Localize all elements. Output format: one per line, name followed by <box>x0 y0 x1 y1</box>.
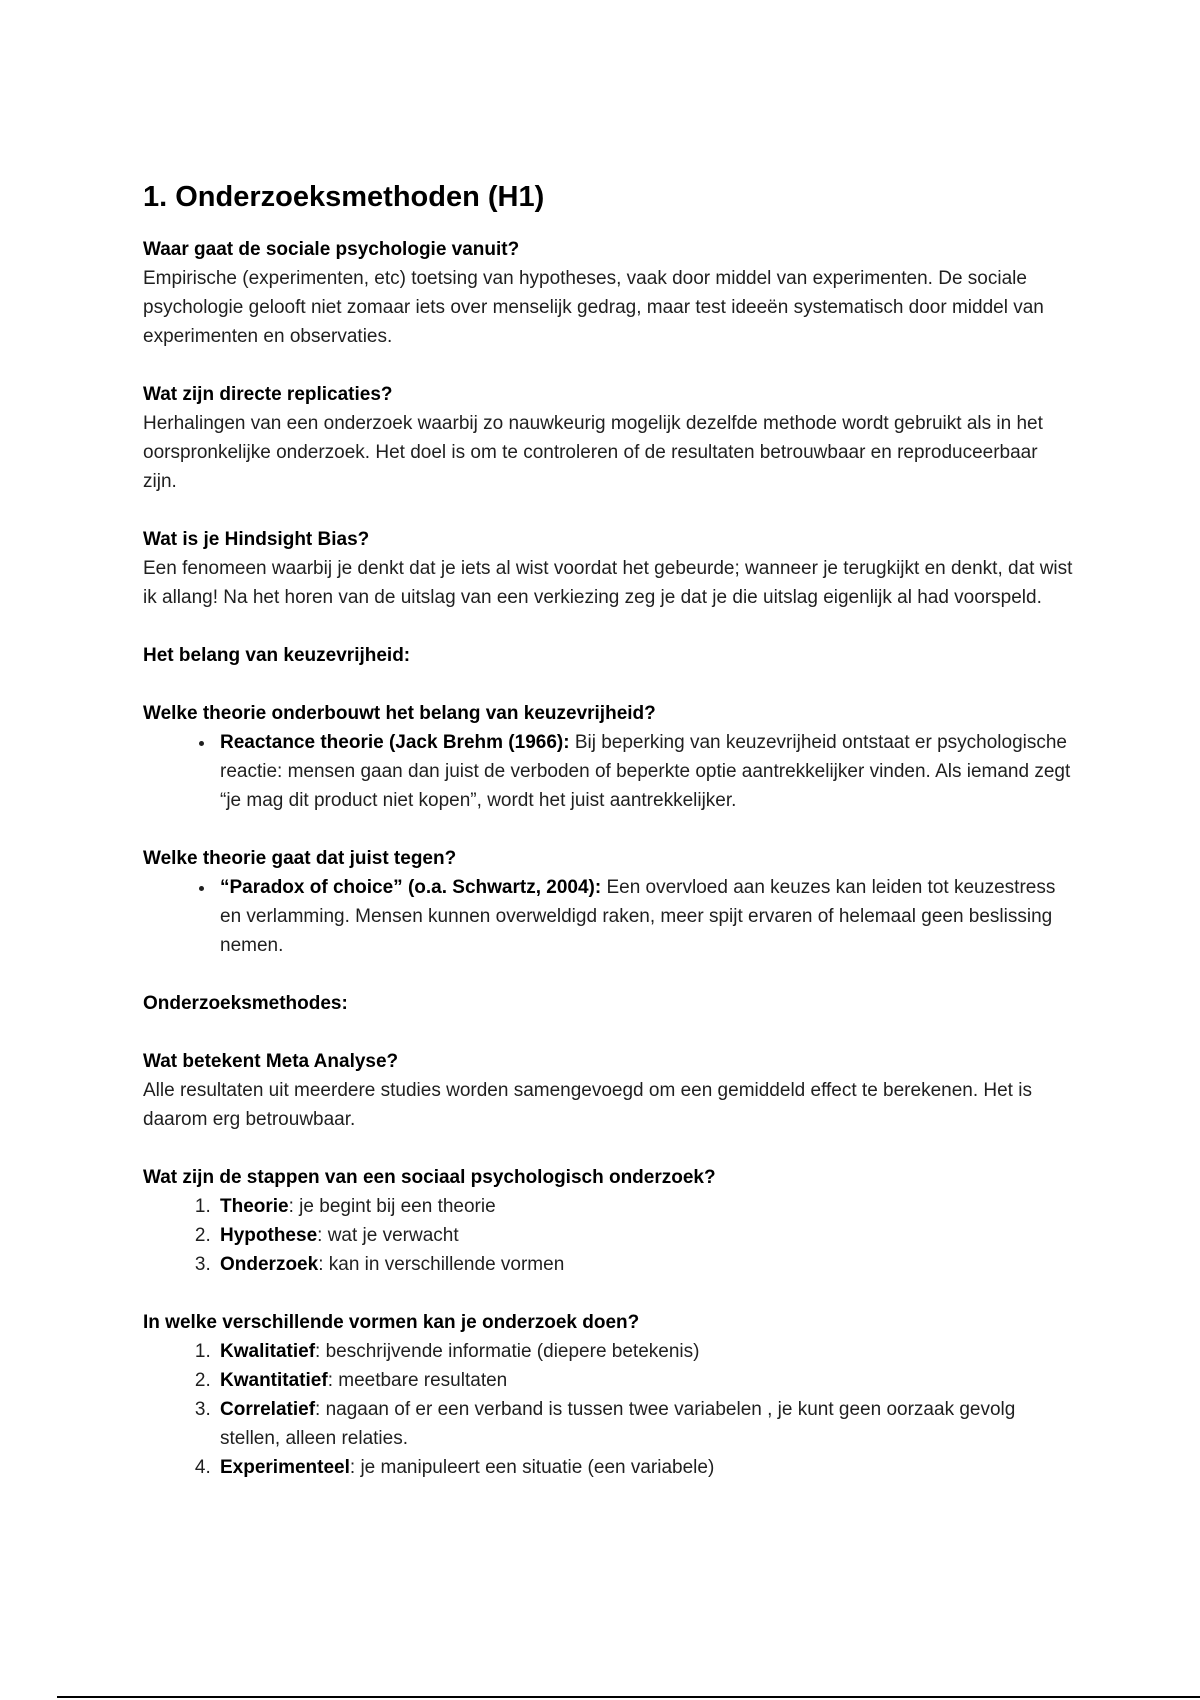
list-item <box>216 728 1073 815</box>
question-heading: Wat is je Hindsight Bias? <box>143 528 370 550</box>
list-item <box>216 1250 1073 1279</box>
page-bottom-divider <box>57 1696 1200 1698</box>
term: Hypothese <box>220 1224 318 1246</box>
question-heading: In welke verschillende vormen kan je onderzoek doen? <box>143 1311 640 1333</box>
term: Onderzoek <box>220 1253 319 1275</box>
list-item <box>216 1221 1073 1250</box>
list-item <box>216 1395 1073 1453</box>
question-heading: Wat betekent Meta Analyse? <box>143 1050 399 1072</box>
term: Correlatief <box>220 1398 316 1420</box>
bullet-list <box>143 873 1073 960</box>
section-replicaties <box>143 380 1073 496</box>
section-hindsight-bias <box>143 525 1073 612</box>
list-item <box>216 1366 1073 1395</box>
subheading: Onderzoeksmethodes: <box>143 992 348 1014</box>
page-title: 1. Onderzoeksmethoden (H1) <box>143 181 545 213</box>
item-text: : meetbare resultaten <box>327 1369 508 1391</box>
term: Experimenteel <box>220 1456 350 1478</box>
section-reactance <box>143 699 1073 815</box>
item-text: : wat je verwacht <box>317 1224 459 1246</box>
answer-text: Empirische (experimenten, etc) toetsing van hypotheses, vaak door middel van experimenten. De sociale psychologie gelooft niet zomaar iets over menselijk gedrag, maar test ideeën systematisch door middel van experimenten en observaties. <box>143 267 1044 347</box>
list-item <box>216 1192 1073 1221</box>
term: Kwantitatief <box>220 1369 328 1391</box>
answer-text: Alle resultaten uit meerdere studies worden samengevoegd om een gemiddeld effect te berekenen. Het is daarom erg betrouwbaar. <box>143 1079 1032 1130</box>
term: Theorie <box>220 1195 289 1217</box>
question-heading: Wat zijn de stappen van een sociaal psychologisch onderzoek? <box>143 1166 716 1188</box>
item-text: : je begint bij een theorie <box>288 1195 496 1217</box>
list-item <box>216 873 1073 960</box>
answer-text: Herhalingen van een onderzoek waarbij zo nauwkeurig mogelijk dezelfde methode wordt gebruikt als in het oorspronkelijke onderzoek. Het doel is om te controleren of de resultaten betrouwbaar en reproduceerbaar zijn. <box>143 412 1043 492</box>
question-heading: Waar gaat de sociale psychologie vanuit? <box>143 238 520 260</box>
section-methodes-heading <box>143 989 1073 1018</box>
section-paradox <box>143 844 1073 960</box>
section-stappen <box>143 1163 1073 1279</box>
question-heading: Welke theorie gaat dat juist tegen? <box>143 847 457 869</box>
answer-text: Een fenomeen waarbij je denkt dat je iets al wist voordat het gebeurde; wanneer je terugkijkt en denkt, dat wist ik allang! Na het horen van de uitslag van een verkiezing zeg je dat je die uitslag eigenlijk al had voorspeld. <box>143 557 1073 608</box>
item-text: Een overvloed aan keuzes kan leiden tot keuzestress en verlamming. Mensen kunnen overweldigd raken, meer spijt ervaren of helemaal geen beslissing nemen. <box>220 876 1056 956</box>
term: “Paradox of choice” (o.a. Schwartz, 2004): <box>220 876 602 898</box>
section-uitgangspunt <box>143 235 1073 351</box>
item-text: : je manipuleert een situatie (een variabele) <box>349 1456 715 1478</box>
item-text: : kan in verschillende vormen <box>318 1253 565 1275</box>
term: Kwalitatief <box>220 1340 316 1362</box>
section-vormen <box>143 1308 1073 1482</box>
item-text: : nagaan of er een verband is tussen twee variabelen , je kunt geen oorzaak gevolg stellen, alleen relaties. <box>220 1398 1016 1449</box>
question-heading: Wat zijn directe replicaties? <box>143 383 393 405</box>
term: Reactance theorie (Jack Brehm (1966): <box>220 731 570 753</box>
section-meta-analyse <box>143 1047 1073 1134</box>
question-heading: Welke theorie onderbouwt het belang van keuzevrijheid? <box>143 702 656 724</box>
list-item <box>216 1453 1073 1482</box>
item-text: Bij beperking van keuzevrijheid ontstaat er psychologische reactie: mensen gaan dan juist de verboden of beperkte optie aantrekkelijker vinden. Als iemand zegt “je mag dit product niet kopen”, wordt het juist aantrekkelijker. <box>220 731 1071 811</box>
bullet-list <box>143 728 1073 815</box>
numbered-list <box>143 1192 1073 1279</box>
numbered-list <box>143 1337 1073 1482</box>
subheading: Het belang van keuzevrijheid: <box>143 644 411 666</box>
list-item <box>216 1337 1073 1366</box>
item-text: : beschrijvende informatie (diepere betekenis) <box>315 1340 700 1362</box>
section-keuzevrijheid-heading <box>143 641 1073 670</box>
document-page <box>143 180 1073 1511</box>
